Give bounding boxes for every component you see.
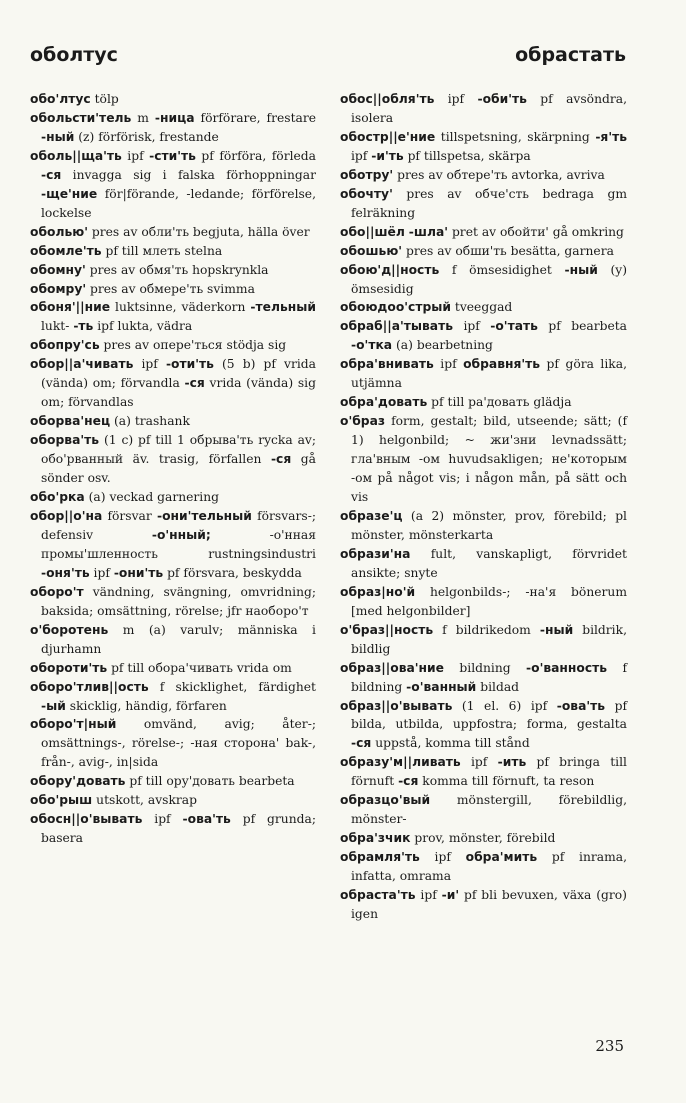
dictionary-entry: [340, 261, 627, 299]
dictionary-entry: [30, 90, 316, 109]
definition-text: vändning, svängning, omvridning; baksida; omsättning, rörelse; jfr наоборо'т: [41, 584, 316, 618]
definition-text: m: [131, 110, 155, 125]
dictionary-entry: [30, 280, 316, 299]
definition-text: pres av опере'ться stödja sig: [99, 338, 287, 353]
definition-text: (1 c) pf till 1 обрыва'ть rycka av; обо'рванный äv. trasig, förfallen: [41, 433, 316, 467]
definition-text: ipf lukta, vädra: [93, 319, 193, 334]
headword: -ся: [184, 376, 205, 391]
dictionary-entry: [340, 185, 627, 223]
headword: оборо'т: [30, 584, 84, 599]
dictionary-entry: [340, 90, 627, 128]
headword: обою'д||ность: [340, 262, 440, 277]
dictionary-entry: [30, 109, 316, 147]
headword: -и'ть: [371, 148, 404, 163]
headword: обоня'||ние: [30, 300, 111, 315]
definition-text: pf bilda, utbilda, uppfostra; forma, gestalta: [351, 698, 627, 732]
definition-text: pf förföra, förleda: [195, 148, 316, 163]
dictionary-entry: [340, 223, 627, 242]
headword: обос||обля'ть: [340, 92, 435, 106]
dictionary-entry: [30, 147, 316, 223]
headword: обраста'ть: [340, 888, 416, 903]
dictionary-entry: [340, 545, 627, 583]
dictionary-entry: [340, 242, 627, 261]
dictionary-entry: [340, 166, 627, 185]
headword: обору'довать: [30, 774, 126, 789]
definition-text: pres av обмя'ть hopskrynkla: [85, 262, 269, 277]
dictionary-entry: [30, 507, 316, 583]
headword: оборо'т|ный: [30, 717, 117, 732]
definition-text: f skicklighet, färdighet: [148, 679, 316, 694]
definition-text: mönstergill, förebildlig, mönster-: [351, 793, 627, 827]
headword: обра'зчик: [340, 831, 411, 846]
headword: обомле'ть: [30, 243, 102, 258]
headword: образ||о'вывать: [340, 698, 453, 713]
headword: -ный: [539, 622, 574, 637]
headword: -о'тать: [490, 319, 538, 334]
headword: обра'довать: [340, 395, 428, 410]
definition-text: ipf: [121, 148, 150, 163]
headword: -о'ванность: [526, 660, 608, 675]
headword: обороти'ть: [30, 660, 108, 675]
definition-text: lukt-: [41, 319, 74, 334]
definition-text: pf göra lika, utjämna: [351, 357, 627, 391]
definition-text: ipf: [351, 148, 372, 163]
headword: оботру': [340, 167, 394, 182]
definition-text: pf grunda; basera: [41, 812, 316, 846]
dictionary-entry: [30, 791, 316, 810]
headword: обомру': [30, 281, 87, 296]
guide-word-left: оболтус: [30, 44, 118, 66]
headword: -они'ть: [113, 565, 164, 580]
headword: обольсти'тель: [30, 110, 132, 125]
headword: -ный: [41, 129, 75, 144]
definition-text: (5 b) pf vrida (vända) om; förvandla: [41, 357, 316, 391]
dictionary-entry: [30, 621, 316, 659]
headword: -ова'ть: [182, 812, 231, 827]
headword: обо'лтус: [30, 92, 91, 106]
definition-text: bildad: [476, 679, 520, 694]
definition-text: (z) förförisk, frestande: [74, 129, 219, 144]
headword: -ный: [564, 262, 598, 277]
definition-text: pres av обтере'ть avtorka, avriva: [393, 167, 605, 182]
dictionary-entry: [340, 393, 627, 412]
dictionary-entry: [30, 261, 316, 280]
definition-text: skicklig, händig, förfaren: [65, 698, 227, 713]
definition-text: ipf: [433, 357, 464, 372]
definition-text: tveeggad: [450, 300, 513, 315]
definition-text: prov, mönster, förebild: [410, 831, 556, 846]
definition-text: pf bringa till förnuft: [351, 755, 627, 789]
headword: оболь||ща'ть: [30, 148, 122, 163]
headword: обраб||а'тывать: [340, 319, 453, 334]
dictionary-entry: [30, 715, 316, 772]
definition-text: ipf: [89, 565, 114, 580]
headword: о'боротень: [30, 622, 109, 637]
dictionary-entry: [340, 298, 627, 317]
definition-text: ipf: [133, 357, 166, 372]
definition-text: omvänd, avig; åter-; omsättnings-, rörelse-; -ная сторона' bak-, från-, avig-, in|sida: [41, 717, 316, 770]
headword: образцо'вый: [340, 793, 431, 808]
definition-text: för|förande, -ledande; förförelse, lockelse: [41, 186, 316, 220]
dictionary-entry: [340, 621, 627, 659]
definition-text: pf till обора'чивать vrida om: [107, 660, 292, 675]
definition-text: f bildrikedom: [433, 622, 540, 637]
headword: образ|но'й: [340, 584, 416, 599]
definition-text: vrida (vända) sig om; förvandlas: [41, 376, 316, 410]
left-column: [30, 90, 316, 848]
headword: образе'ц: [340, 508, 403, 523]
headword: -ова'ть: [556, 698, 606, 713]
dictionary-entry: [340, 355, 627, 393]
definition-text: luktsinne, väderkorn: [110, 300, 251, 315]
definition-text: pf till млеть stelna: [101, 243, 223, 258]
dictionary-entry: [340, 583, 627, 621]
definition-text: (a) bearbetning: [392, 338, 493, 353]
dictionary-entry: [340, 128, 627, 166]
headword: обомну': [30, 262, 86, 277]
headword: обо'рка: [30, 490, 85, 505]
dictionary-entry: [340, 507, 627, 545]
headword: -о'нный;: [151, 527, 211, 542]
dictionary-entry: [340, 829, 627, 848]
dictionary-entry: [340, 848, 627, 886]
definition-text: pres av обче'сть bedraga gm felräkning: [351, 186, 627, 220]
headword: -сти'ть: [149, 148, 196, 163]
dictionary-entry: [30, 583, 316, 621]
definition-text: ipf: [415, 888, 442, 903]
dictionary-entry: [340, 753, 627, 791]
headword: -о'тка: [351, 338, 393, 353]
headword: оболью': [30, 224, 88, 239]
definition-text: pf tillspetsa, skärpa: [403, 148, 531, 163]
page-number: 235: [595, 1037, 624, 1055]
headword: -ще'ние: [41, 186, 98, 201]
definition-text: fult, vanskapligt, förvridet ansikte; snyte: [351, 546, 627, 580]
definition-text: invagga sig i falska förhoppningar: [61, 167, 316, 182]
dictionary-entry: [340, 697, 627, 754]
headword: -оня'ть: [41, 565, 90, 580]
dictionary-entry: [30, 772, 316, 791]
definition-text: ipf: [453, 319, 491, 334]
dictionary-entry: [30, 810, 316, 848]
definition-text: pres av обли'ть begjuta, hälla över: [87, 224, 310, 239]
headword: обравня'ть: [463, 357, 541, 372]
headword: -о'ванный: [406, 679, 477, 694]
dictionary-entry: [340, 317, 627, 355]
headword: о'браз: [340, 414, 386, 429]
dictionary-entry: [30, 355, 316, 412]
headword: оборо'тлив||ость: [30, 679, 149, 694]
dictionary-entry: [30, 336, 316, 355]
headword: обор||а'чивать: [30, 357, 134, 372]
definition-text: form, gestalt; bild, utseende; sätt; (f 1) helgonbild; ~ жи'зни levnadssätt; гла'вным -ом huvudsakligen; не'которым -ом på något vis; i någon mån, på sätt och vis: [351, 414, 627, 505]
headword: -ся: [351, 736, 372, 751]
definition-text: f ömsesidighet: [439, 262, 565, 277]
dictionary-entry: [30, 431, 316, 488]
definition-text: pf inrama, infatta, omrama: [351, 850, 627, 884]
headword: обошью': [340, 243, 403, 258]
headword: оборва'нец: [30, 414, 111, 429]
definition-text: pf avsöndra, isolera: [351, 92, 627, 125]
definition-text: pf bli bevuxen, växa (gro) igen: [351, 888, 627, 921]
definition-text: f bildning: [351, 660, 627, 694]
headword: обо'рыш: [30, 793, 93, 808]
dictionary-entry: [30, 659, 316, 678]
headword: обра'внивать: [340, 357, 434, 372]
definition-text: ipf: [460, 755, 498, 770]
definition-text: (a) trashank: [110, 414, 190, 429]
headword: -ить: [497, 755, 527, 770]
headword: обрамля'ть: [340, 850, 420, 865]
dictionary-entry: [30, 412, 316, 431]
right-column: [340, 90, 627, 924]
headword: -оти'ть: [165, 357, 214, 372]
headword: обо||шёл: [340, 224, 405, 239]
headword: обопру'сь: [30, 338, 100, 353]
headword: образи'на: [340, 546, 411, 561]
headword: обосн||о'вывать: [30, 812, 143, 827]
headword: -я'ть: [595, 129, 627, 144]
definition-text: gå sönder osv.: [41, 452, 316, 486]
definition-text: bildrik, bildlig: [351, 622, 627, 656]
definition-text: (a 2) mönster, prov, förebild; pl mönster, mönsterkarta: [351, 508, 627, 542]
headword: -ый: [41, 698, 66, 713]
definition-text: (y) ömsesidig: [351, 262, 627, 296]
definition-text: ipf: [419, 850, 466, 865]
dictionary-entry: [340, 659, 627, 697]
dictionary-entry: [340, 886, 627, 924]
definition-text: uppstå, komma till stånd: [371, 736, 530, 751]
definition-text: pret av обойти' gå omkring: [448, 224, 624, 239]
definition-text: m (a) varulv; människa i djurhamn: [41, 622, 316, 656]
headword: обра'мить: [465, 850, 538, 865]
definition-text: ipf: [142, 812, 183, 827]
dictionary-entry: [340, 412, 627, 507]
definition-text: komma till förnuft, ta reson: [418, 774, 595, 789]
headword: -ть: [73, 319, 94, 334]
headword: -шла': [408, 224, 449, 239]
definition-text: tölp: [90, 92, 119, 106]
definition-text: försvar: [102, 508, 157, 523]
headword: -ся: [41, 167, 62, 182]
headword: -оби'ть: [477, 92, 527, 106]
headword: оборва'ть: [30, 433, 100, 448]
definition-text: -о'нная промы'шленность rustningsindustri: [41, 527, 316, 561]
headword: обор||о'на: [30, 508, 103, 523]
headword: -ся: [398, 774, 419, 789]
headword: -они'тельный: [156, 508, 252, 523]
definition-text: ipf: [434, 92, 478, 106]
definition-text: (1 el. 6) ipf: [452, 698, 557, 713]
definition-text: pres av обши'ть besätta, garnera: [402, 243, 614, 258]
headword: образ||ова'ние: [340, 660, 445, 675]
headword: -и': [441, 888, 460, 903]
headword: обочту': [340, 186, 393, 201]
definition-text: förförare, frestare: [194, 110, 317, 125]
headword: обостр||е'ние: [340, 129, 436, 144]
definition-text: pf försvara, beskydda: [163, 565, 302, 580]
dictionary-entry: [30, 223, 316, 242]
headword: -тельный: [250, 300, 316, 315]
headword: образу'м||ливать: [340, 755, 461, 770]
headword: -ница: [154, 110, 195, 125]
definition-text: bildning: [444, 660, 527, 675]
dictionary-entry: [30, 298, 316, 336]
headword: о'браз||ность: [340, 622, 434, 637]
definition-text: tillspetsning, skärpning: [435, 129, 596, 144]
dictionary-entry: [30, 242, 316, 261]
definition-text: pf bearbeta: [537, 319, 627, 334]
definition-text: pf till ра'довать glädja: [427, 395, 572, 410]
definition-text: helgonbilds-; -на'я bönerum [med helgonbilder]: [351, 584, 627, 618]
headword: -ся: [270, 452, 292, 467]
definition-text: pf till ору'довать bearbeta: [125, 774, 295, 789]
dictionary-entry: [340, 791, 627, 829]
definition-text: utskott, avskrap: [92, 793, 197, 808]
guide-word-right: обрастать: [515, 44, 626, 66]
dictionary-entry: [30, 488, 316, 507]
definition-text: (a) veckad garnering: [84, 490, 220, 505]
definition-text: försvars-; defensiv: [41, 508, 316, 542]
dictionary-entry: [30, 678, 316, 716]
headword: обоюдоо'стрый: [340, 300, 451, 315]
definition-text: pres av обмере'ть svimma: [86, 281, 255, 296]
